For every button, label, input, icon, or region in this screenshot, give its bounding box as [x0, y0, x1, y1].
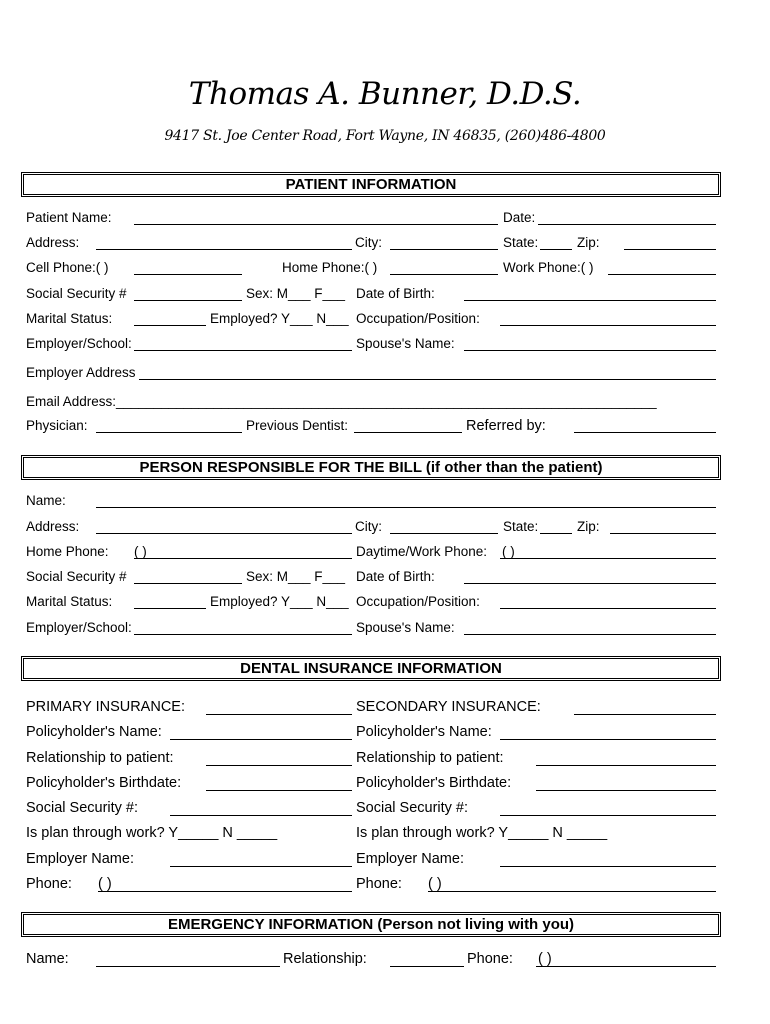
employer-address-label: Employer Address [26, 365, 136, 380]
practice-address: 9417 St. Joe Center Road, Fort Wayne, IN 46835, (260)486-4800 [164, 128, 606, 144]
primary-relationship-field[interactable] [206, 765, 352, 766]
resp-employed-label: Employed? Y___ N___ [210, 594, 349, 609]
ssn-field[interactable] [134, 300, 242, 301]
home-phone-field[interactable] [390, 274, 498, 275]
patient-info-heading: PATIENT INFORMATION [21, 172, 721, 197]
resp-work-phone-label: Daytime/Work Phone: [356, 544, 488, 559]
cell-phone-label: Cell Phone:( ) [26, 260, 109, 275]
zip-label: Zip: [577, 235, 600, 250]
date-label: Date: [503, 210, 536, 225]
primary-ssn-field[interactable] [170, 815, 352, 816]
resp-ssn-label: Social Security # [26, 569, 127, 584]
sex-label: Sex: M___ F___ [246, 286, 346, 301]
resp-marital-field[interactable] [134, 608, 206, 609]
resp-city-field[interactable] [390, 533, 498, 534]
previous-dentist-label: Previous Dentist: [246, 418, 349, 433]
resp-employer-school-field[interactable] [134, 634, 352, 635]
secondary-policyholder-label: Policyholder's Name: [356, 724, 492, 740]
secondary-plan-work-label[interactable]: Is plan through work? Y_____ N _____ [356, 825, 608, 841]
patient-name-label: Patient Name: [26, 210, 112, 225]
responsible-heading: PERSON RESPONSIBLE FOR THE BILL (if other than the patient) [21, 455, 721, 480]
emergency-phone-label: Phone: [467, 951, 513, 967]
physician-label: Physician: [26, 418, 88, 433]
employed-label: Employed? Y___ N___ [210, 311, 349, 326]
resp-work-phone-area: ( ) [502, 544, 515, 559]
secondary-employer-label: Employer Name: [356, 851, 464, 867]
work-phone-label: Work Phone:( ) [503, 260, 594, 275]
date-field[interactable] [538, 224, 716, 225]
patient-name-field[interactable] [134, 224, 498, 225]
physician-field[interactable] [96, 432, 242, 433]
resp-employer-school-label: Employer/School: [26, 620, 132, 635]
dob-label: Date of Birth: [356, 286, 435, 301]
resp-spouse-label: Spouse's Name: [356, 620, 455, 635]
primary-birthdate-label: Policyholder's Birthdate: [26, 775, 182, 791]
employer-school-field[interactable] [134, 350, 352, 351]
employer-school-label: Employer/School: [26, 336, 132, 351]
state-label: State: [503, 235, 539, 250]
marital-label: Marital Status: [26, 311, 113, 326]
primary-birthdate-field[interactable] [206, 790, 352, 791]
occupation-field[interactable] [500, 325, 716, 326]
state-field[interactable] [540, 249, 572, 250]
ssn-label: Social Security # [26, 286, 127, 301]
address-label: Address: [26, 235, 80, 250]
resp-state-field[interactable] [540, 533, 572, 534]
primary-phone-area: ( ) [98, 876, 112, 892]
resp-sex-label: Sex: M___ F___ [246, 569, 346, 584]
marital-field[interactable] [134, 325, 206, 326]
resp-home-phone-field[interactable] [134, 558, 352, 559]
emergency-heading: EMERGENCY INFORMATION (Person not living with you) [21, 912, 721, 937]
cell-phone-field[interactable] [134, 274, 242, 275]
secondary-insurance-label: SECONDARY INSURANCE: [356, 699, 541, 715]
emergency-relationship-field[interactable] [390, 966, 464, 967]
emergency-name-field[interactable] [96, 966, 280, 967]
home-phone-label: Home Phone:( ) [282, 260, 378, 275]
resp-occupation-field[interactable] [500, 608, 716, 609]
secondary-employer-field[interactable] [500, 866, 716, 867]
primary-policyholder-label: Policyholder's Name: [26, 724, 162, 740]
primary-phone-field[interactable] [98, 891, 352, 892]
emergency-relationship-label: Relationship: [283, 951, 367, 967]
occupation-label: Occupation/Position: [356, 311, 480, 326]
secondary-phone-field[interactable] [428, 891, 716, 892]
secondary-phone-area: ( ) [428, 876, 442, 892]
secondary-ssn-label: Social Security #: [356, 800, 469, 816]
emergency-phone-area: ( ) [538, 951, 552, 967]
work-phone-field[interactable] [608, 274, 716, 275]
resp-address-label: Address: [26, 519, 80, 534]
primary-employer-label: Employer Name: [26, 851, 134, 867]
referred-by-field[interactable] [574, 432, 716, 433]
dob-field[interactable] [464, 300, 716, 301]
referred-by-label: Referred by: [466, 418, 546, 434]
employer-address-field[interactable] [139, 379, 716, 380]
primary-employer-field[interactable] [170, 866, 352, 867]
practice-title: Thomas A. Bunner, D.D.S. [188, 76, 582, 112]
resp-address-field[interactable] [96, 533, 352, 534]
resp-dob-label: Date of Birth: [356, 569, 435, 584]
primary-ssn-label: Social Security #: [26, 800, 139, 816]
spouse-field[interactable] [464, 350, 716, 351]
insurance-heading: DENTAL INSURANCE INFORMATION [21, 656, 721, 681]
city-field[interactable] [390, 249, 498, 250]
primary-insurance-field[interactable] [206, 714, 352, 715]
address-field[interactable] [96, 249, 352, 250]
resp-home-phone-label: Home Phone: [26, 544, 109, 559]
resp-zip-field[interactable] [610, 533, 716, 534]
emergency-name-label: Name: [26, 951, 69, 967]
zip-field[interactable] [624, 249, 716, 250]
secondary-policyholder-field[interactable] [500, 739, 716, 740]
secondary-birthdate-field[interactable] [536, 790, 716, 791]
secondary-relationship-field[interactable] [536, 765, 716, 766]
resp-home-phone-area: ( ) [134, 544, 147, 559]
resp-ssn-field[interactable] [134, 583, 242, 584]
resp-occupation-label: Occupation/Position: [356, 594, 480, 609]
resp-zip-label: Zip: [577, 519, 600, 534]
primary-relationship-label: Relationship to patient: [26, 750, 174, 766]
resp-name-label: Name: [26, 493, 66, 508]
primary-insurance-label: PRIMARY INSURANCE: [26, 699, 185, 715]
primary-phone-label: Phone: [26, 876, 72, 892]
resp-name-field[interactable] [96, 507, 716, 508]
secondary-insurance-field[interactable] [574, 714, 716, 715]
resp-work-phone-field[interactable] [500, 558, 716, 559]
emergency-phone-field[interactable] [536, 966, 716, 967]
secondary-birthdate-label: Policyholder's Birthdate: [356, 775, 512, 791]
secondary-phone-label: Phone: [356, 876, 402, 892]
secondary-relationship-label: Relationship to patient: [356, 750, 504, 766]
primary-plan-work-label[interactable]: Is plan through work? Y_____ N _____ [26, 825, 278, 841]
city-label: City: [355, 235, 382, 250]
resp-spouse-field[interactable] [464, 634, 716, 635]
spouse-label: Spouse's Name: [356, 336, 455, 351]
email-label[interactable]: Email Address:________________________________________________________________________ [26, 394, 657, 409]
resp-dob-field[interactable] [464, 583, 716, 584]
resp-marital-label: Marital Status: [26, 594, 113, 609]
resp-city-label: City: [355, 519, 382, 534]
resp-state-label: State: [503, 519, 539, 534]
primary-policyholder-field[interactable] [170, 739, 352, 740]
previous-dentist-field[interactable] [354, 432, 462, 433]
secondary-ssn-field[interactable] [500, 815, 716, 816]
